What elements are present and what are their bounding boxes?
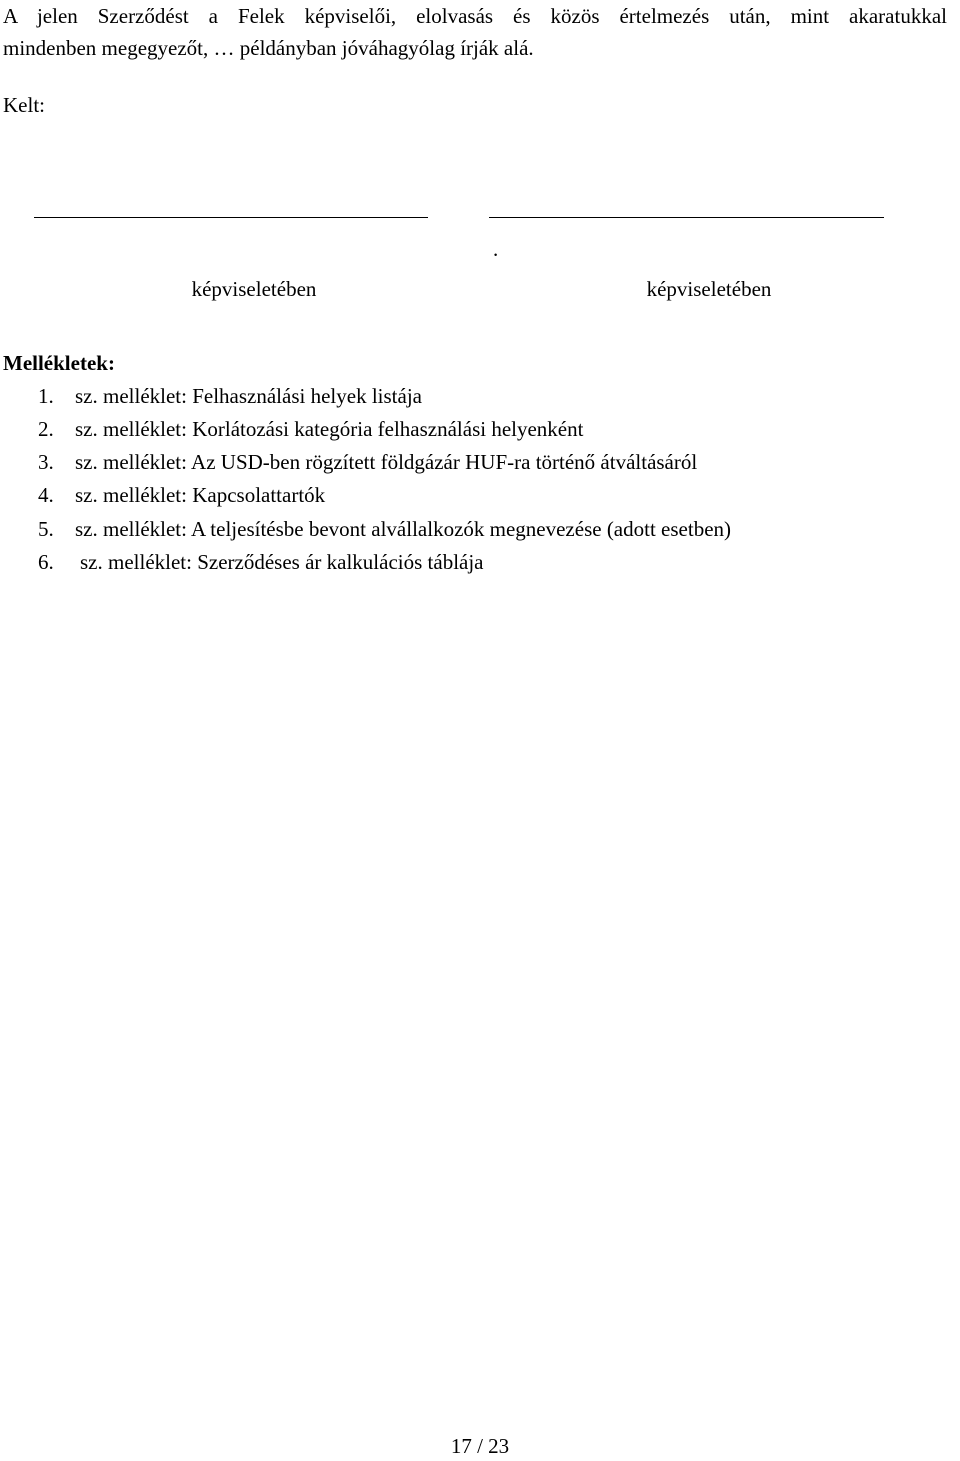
annexes-heading: Mellékletek:: [3, 351, 115, 375]
annex-number: 4.: [38, 483, 54, 507]
annex-title: sz. melléklet: Kapcsolattartók: [75, 483, 326, 507]
annex-title: sz. melléklet: Felhasználási helyek listája: [75, 384, 422, 408]
annex-title: sz. melléklet: Szerződéses ár kalkulációs táblája: [80, 550, 484, 574]
annex-title: sz. melléklet: Korlátozási kategória felhasználási helyenként: [75, 417, 584, 441]
annex-number: 1.: [38, 384, 54, 408]
annex-number: 3.: [38, 450, 54, 474]
left-signature-line: [34, 217, 428, 218]
right-signature-label: képviseletében: [646, 277, 772, 301]
annex-title: sz. melléklet: Az USD-ben rögzített földgázár HUF-ra történő átváltásáról: [75, 450, 698, 474]
annex-title: sz. melléklet: A teljesítésbe bevont alvállalkozók megnevezése (adott esetben): [75, 517, 732, 541]
page-number: 17 / 23: [450, 1434, 510, 1458]
annex-number: 6.: [38, 550, 54, 574]
right-signature-line: [489, 217, 884, 218]
annex-number: 5.: [38, 517, 54, 541]
closing-paragraph-line-2: mindenben megegyezőt, … példányban jóváhagyólag írják alá.: [3, 36, 534, 60]
closing-paragraph-line-1: A jelen Szerződést a Felek képviselői, elolvasás és közös értelmezés után, mint akaratukkal: [3, 4, 947, 28]
annex-number: 2.: [38, 417, 54, 441]
right-signature-dot: .: [493, 237, 499, 261]
closing-paragraph: [3, 0, 947, 64]
left-signature-label: képviseletében: [191, 277, 317, 301]
kelt-label: Kelt:: [3, 93, 45, 117]
